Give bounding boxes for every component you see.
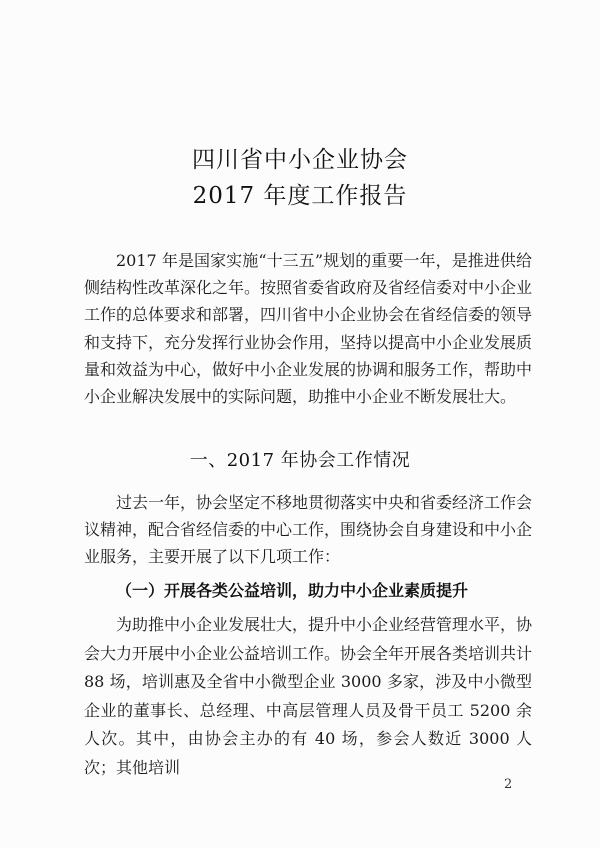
intro-section: [84, 247, 532, 410]
subsection-paragraph: 为助推中小企业发展壮大，提升中小企业经营管理水平，协会大力开展中小企业公益培训工作。协会全年开展各类培训共计 88 场，培训惠及全省中小微型企业 3000 多家，涉及中小微型企业的董事长、总经理、中高层管理人员及骨干员工 5200 余人次。其中，由协会主办的有 40 场，参会人数近 3000 人次；其他培训: [84, 615, 533, 777]
title-organization: 四川省中小企业协会: [192, 147, 408, 173]
intro-paragraph: 2017 年是国家实施“十三五”规划的重要一年，是推进供给侧结构性改革深化之年。按照省委省政府及省经信委对中小企业工作的总体要求和部署，四川省中小企业协会在省经信委的领导和支持下，充分发挥行业协会作用，坚持以提高中小企业发展质量和效益为中心，做好中小企业发展的协调和服务工作，帮助中小企业解决发展中的实际问题，助推中小企业不断发展壮大。: [84, 251, 533, 407]
section-paragraph: 过去一年，协会坚定不移地贯彻落实中央和省委经济工作会议精神，配合省经信委的中心工作，围绕协会自身建设和中小企业服务，主要开展了以下几项工作：: [84, 493, 533, 567]
section-intro: [84, 489, 532, 571]
subsection-body: [84, 611, 532, 782]
document-title: [0, 143, 600, 213]
page-number: 2: [504, 777, 513, 792]
section-heading: 一、2017 年协会工作情况: [189, 450, 411, 471]
title-report: 2017 年度工作报告: [192, 183, 408, 209]
subsection-heading: （一）开展各类公益培训，助力中小企业素质提升: [116, 581, 469, 600]
